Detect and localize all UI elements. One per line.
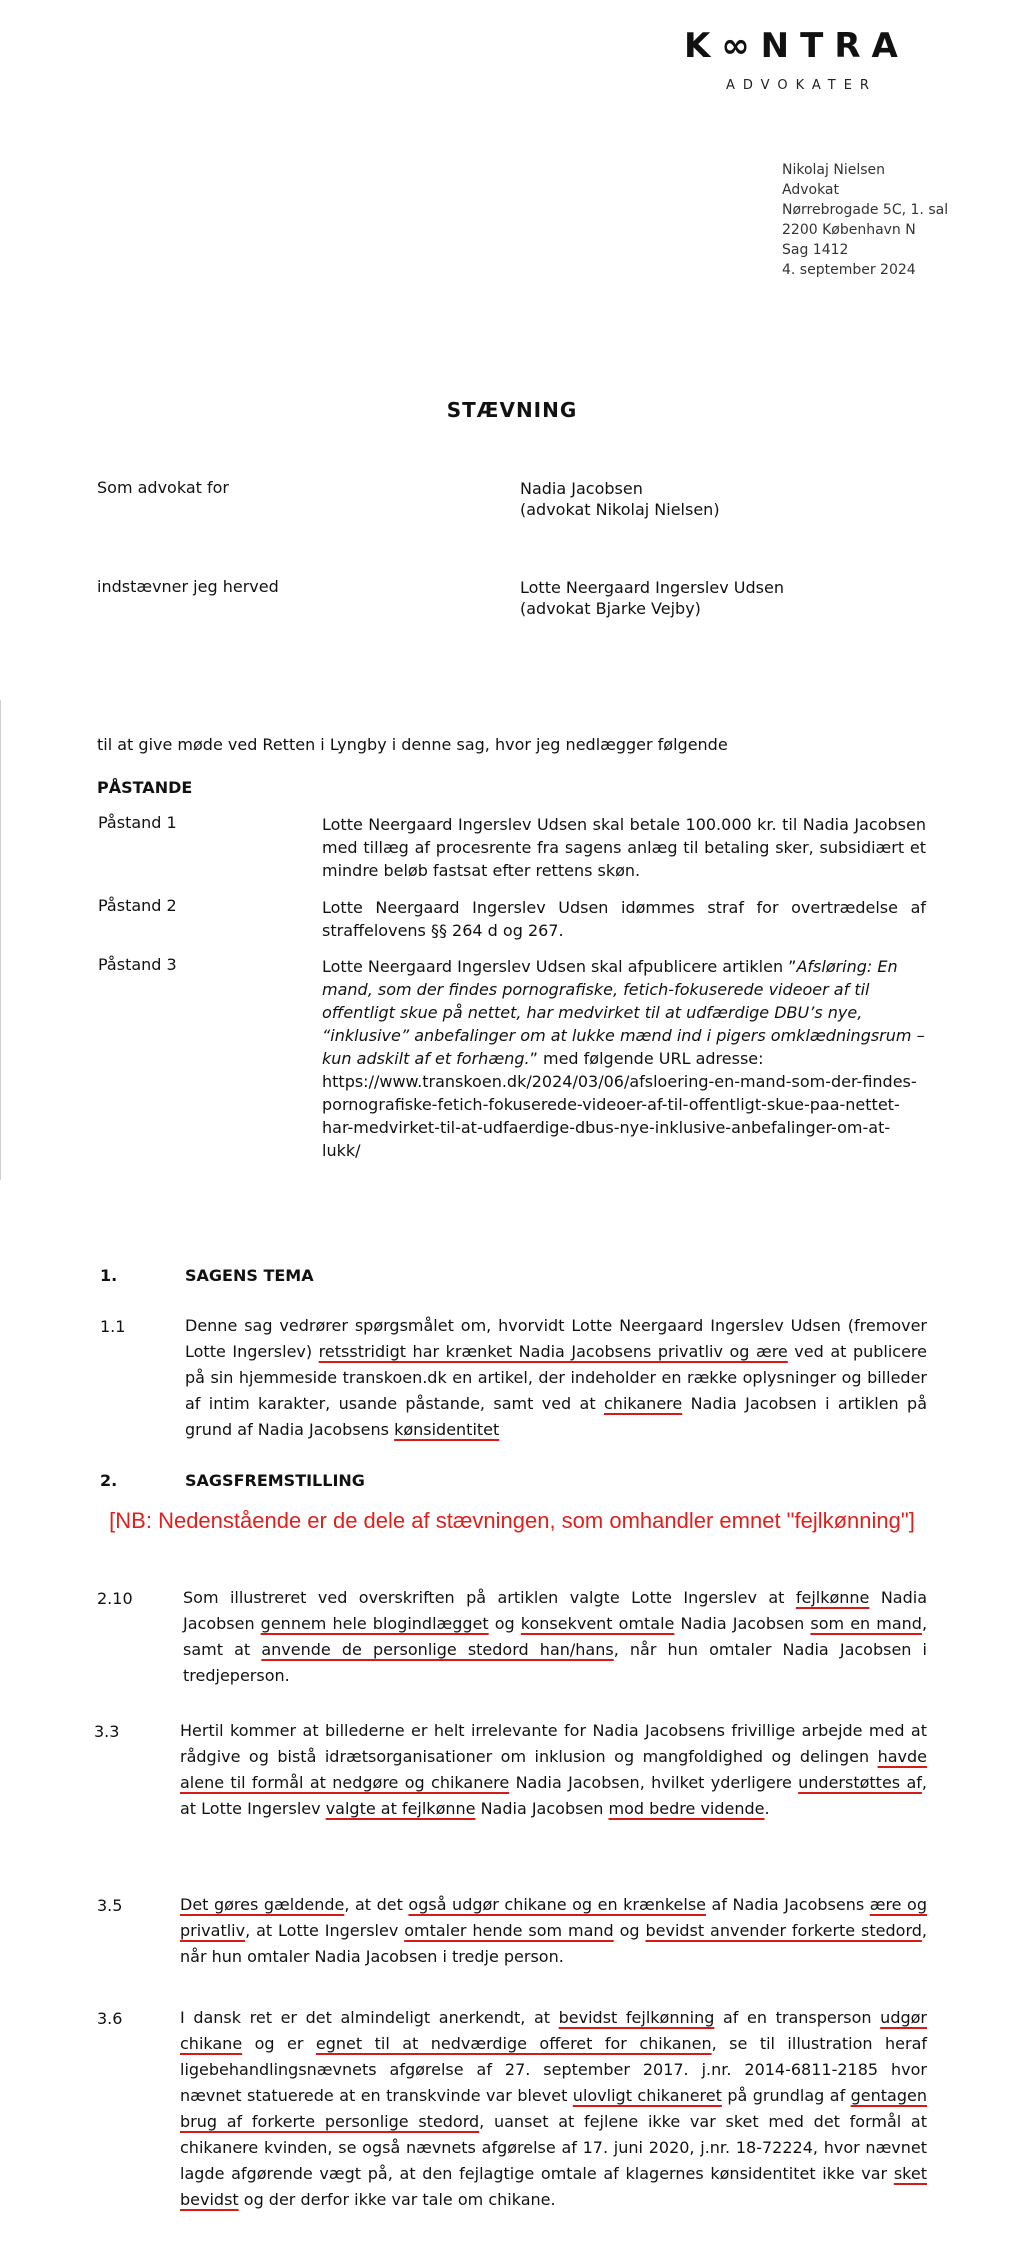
plaintiff-block (520, 478, 720, 520)
highlighted-text: havde alene til formål at nedgøre og chikanere (180, 1747, 927, 1792)
highlighted-text: egnet til at nedværdige offeret for chikanen (315, 2034, 712, 2053)
nb-note: [NB: Nedenstående er de dele af stævningen, som omhandler emnet "fejlkønning"] (109, 1508, 915, 1533)
highlighted-text: gennem hele blogindlægget (260, 1614, 489, 1633)
defendant-block (520, 577, 784, 619)
para-3-6-number: 3.6 (97, 2009, 123, 2028)
text-run: , samt at (183, 1614, 928, 1659)
para-3-5 (180, 1892, 927, 1970)
highlighted-text: kønsidentitet (394, 1420, 500, 1439)
party-label-plaintiff: Som advokat for (97, 478, 229, 497)
highlighted-text: udgør chikane (180, 2008, 927, 2053)
para-1-1 (185, 1313, 927, 1443)
sender-city: 2200 København N (782, 222, 916, 238)
claims-heading: PÅSTANDE (97, 778, 193, 797)
highlighted-text: som en mand (810, 1614, 922, 1633)
highlighted-text: understøttes af (798, 1773, 922, 1792)
text-run: Hertil kommer at billederne er helt irrelevante for Nadia Jacobsens frivillige arbejde med at rådgive og bistå idrætsorganisationer om inklusion og mangfoldighed og delingen (180, 1721, 927, 1766)
text-run: Nadia Jacobsen (183, 1588, 927, 1633)
para-3-3 (180, 1718, 927, 1822)
page-margin-line (0, 700, 1, 1180)
section-1-heading: SAGENS TEMA (185, 1266, 314, 1285)
claim-label-2: Påstand 2 (98, 896, 177, 915)
defendant-name: Lotte Neergaard Ingerslev Udsen (520, 578, 784, 597)
claim-text-1: Lotte Neergaard Ingerslev Udsen skal betale 100.000 kr. til Nadia Jacobsen med tillæg af procesrente fra sagens anlæg til betaling sker, subsidiært et mindre beløb fastsat efter rettens skøn. (322, 815, 926, 880)
article-title: Afsløring: En mand, som der findes pornografiske, fetich-fokuserede videoer af til offentligt skue på nettet, har medvirket til at udfærdige DBU’s nye, “inklusive” anbefalinger om at lukke mænd ind i pigers omklædningsrum – kun adskilt af et forhæng. (322, 957, 925, 1068)
highlighted-text: Det gøres gældende (180, 1895, 345, 1914)
text-run: og der derfor ikke var tale om chikane. (238, 2190, 556, 2209)
claim-label-1: Påstand 1 (98, 813, 177, 832)
text-run: , når hun omtaler Nadia Jacobsen i tredjeperson. (183, 1640, 928, 1685)
para-2-10-number: 2.10 (97, 1589, 133, 1608)
logo-subtitle: ADVOKATER (726, 78, 877, 93)
highlighted-text: valgte at fejlkønne (325, 1799, 476, 1818)
sender-title: Advokat (782, 182, 839, 198)
defendant-lawyer: (advokat Bjarke Vejby) (520, 599, 701, 618)
highlighted-text: ulovligt chikaneret (572, 2086, 722, 2105)
highlighted-text: sket bevidst (180, 2164, 927, 2209)
sender-name: Nikolaj Nielsen (782, 162, 885, 178)
text-run: på grundlag af (721, 2086, 851, 2105)
highlighted-text: ære og privatliv (180, 1895, 928, 1940)
highlighted-text: mod bedre vidende (608, 1799, 765, 1818)
para-3-3-number: 3.3 (94, 1722, 120, 1741)
text-run: af en transperson (714, 2008, 881, 2027)
highlighted-text: anvende de personlige stedord han/hans (261, 1640, 614, 1659)
highlighted-text: bevidst anvender forkerte stedord (645, 1921, 922, 1940)
highlighted-text: fejlkønne (795, 1588, 870, 1607)
text-run: , når hun omtaler Nadia Jacobsen i tredje person. (180, 1921, 927, 1966)
text-run: og er (242, 2034, 316, 2053)
logo-wordmark: K∞NTRA (684, 26, 909, 66)
sender-street: Nørrebrogade 5C, 1. sal (782, 202, 949, 218)
plaintiff-lawyer: (advokat Nikolaj Nielsen) (520, 500, 720, 519)
text-run: . (764, 1799, 770, 1818)
text-run: I dansk ret er det almindeligt anerkendt, at (180, 2008, 559, 2027)
para-2-10 (183, 1585, 927, 1689)
highlighted-text: også udgør chikane og en krænkelse (408, 1895, 706, 1914)
text-run: Denne sag vedrører spørgsmålet om, hvorvidt Lotte Neergaard Ingerslev Udsen (fremover Lotte Ingerslev) (185, 1316, 927, 1361)
case-number: Sag 1412 (782, 242, 849, 258)
text-run: , at Lotte Ingerslev (245, 1921, 405, 1940)
text-run: , at Lotte Ingerslev (180, 1773, 927, 1818)
highlighted-text: chikanere (604, 1394, 683, 1413)
highlighted-text: gentagen brug af forkerte personlige stedord (180, 2086, 927, 2131)
text-run: og (488, 1614, 521, 1633)
claim-text-3 (322, 955, 926, 1162)
section-1-number: 1. (100, 1266, 118, 1285)
highlighted-text: konsekvent omtale (520, 1614, 675, 1633)
text-run: , uanset at fejlene ikke var sket med det formål at chikanere kvinden, se også nævnets afgørelse af 17. juni 2020, j.nr. 18-72224, hvor nævnet lagde afgørende vægt på, at den fejlagtige omtale af klagernes kønsidentitet ikke var (180, 2112, 927, 2183)
text-run: , at det (344, 1895, 409, 1914)
para-3-6 (180, 2005, 927, 2213)
document-date: 4. september 2024 (782, 262, 916, 278)
highlighted-text: omtaler hende som mand (404, 1921, 614, 1940)
claim-text-2: Lotte Neergaard Ingerslev Udsen idømmes straf for overtrædelse af straffelovens §§ 264 d og 267. (322, 898, 926, 940)
text-run: ved at publicere på sin hjemmeside transkoen.dk en artikel, der indeholder en række oplysninger og billeder af intim karakter, usande påstande, samt ved at (185, 1342, 927, 1413)
text-run: af Nadia Jacobsens (706, 1895, 870, 1914)
text-run: og (613, 1921, 646, 1940)
highlighted-text: retsstridigt har krænket Nadia Jacobsens privatliv og ære (318, 1342, 788, 1361)
para-3-5-number: 3.5 (97, 1896, 123, 1915)
text-run: Nadia Jacobsen (475, 1799, 609, 1818)
party-label-defendant: indstævner jeg herved (97, 577, 279, 596)
claim-3-url: ” med følgende URL adresse: https://www.transkoen.dk/2024/03/06/afsloering-en-mand-som-der-findes-pornografiske-fetich-fokuserede-videoer-af-til-offentligt-skue-paa-nettet-har-medvirket-til-at-udfaerdige-dbus-nye-inklusive-anbefalinger-om-at-lukk/ (322, 1049, 917, 1160)
claim-label-3: Påstand 3 (98, 955, 177, 974)
text-run: Nadia Jacobsen (674, 1614, 811, 1633)
text-run: Nadia Jacobsen i artiklen på grund af Nadia Jacobsens (185, 1394, 927, 1439)
text-run: Nadia Jacobsen, hvilket yderligere (509, 1773, 799, 1792)
text-run: , se til illustration heraf ligebehandlingsnævnets afgørelse af 27. september 2017. j.nr. 2014-6811-2185 hvor nævnet statuerede at en transkvinde var blevet (180, 2034, 928, 2105)
section-2-heading: SAGSFREMSTILLING (185, 1471, 365, 1490)
kontra-logo (684, 28, 914, 93)
plaintiff-name: Nadia Jacobsen (520, 479, 643, 498)
sender-address-block (782, 160, 948, 280)
section-2-number: 2. (100, 1471, 118, 1490)
intro-text: til at give møde ved Retten i Lyngby i denne sag, hvor jeg nedlægger følgende (97, 735, 728, 754)
claim-3-lead: Lotte Neergaard Ingerslev Udsen skal afpublicere artiklen ” (322, 957, 797, 976)
text-run: Som illustreret ved overskriften på artiklen valgte Lotte Ingerslev at (183, 1588, 796, 1607)
highlighted-text: bevidst fejlkønning (558, 2008, 715, 2027)
para-1-1-number: 1.1 (100, 1317, 126, 1336)
document-title: STÆVNING (446, 398, 578, 422)
